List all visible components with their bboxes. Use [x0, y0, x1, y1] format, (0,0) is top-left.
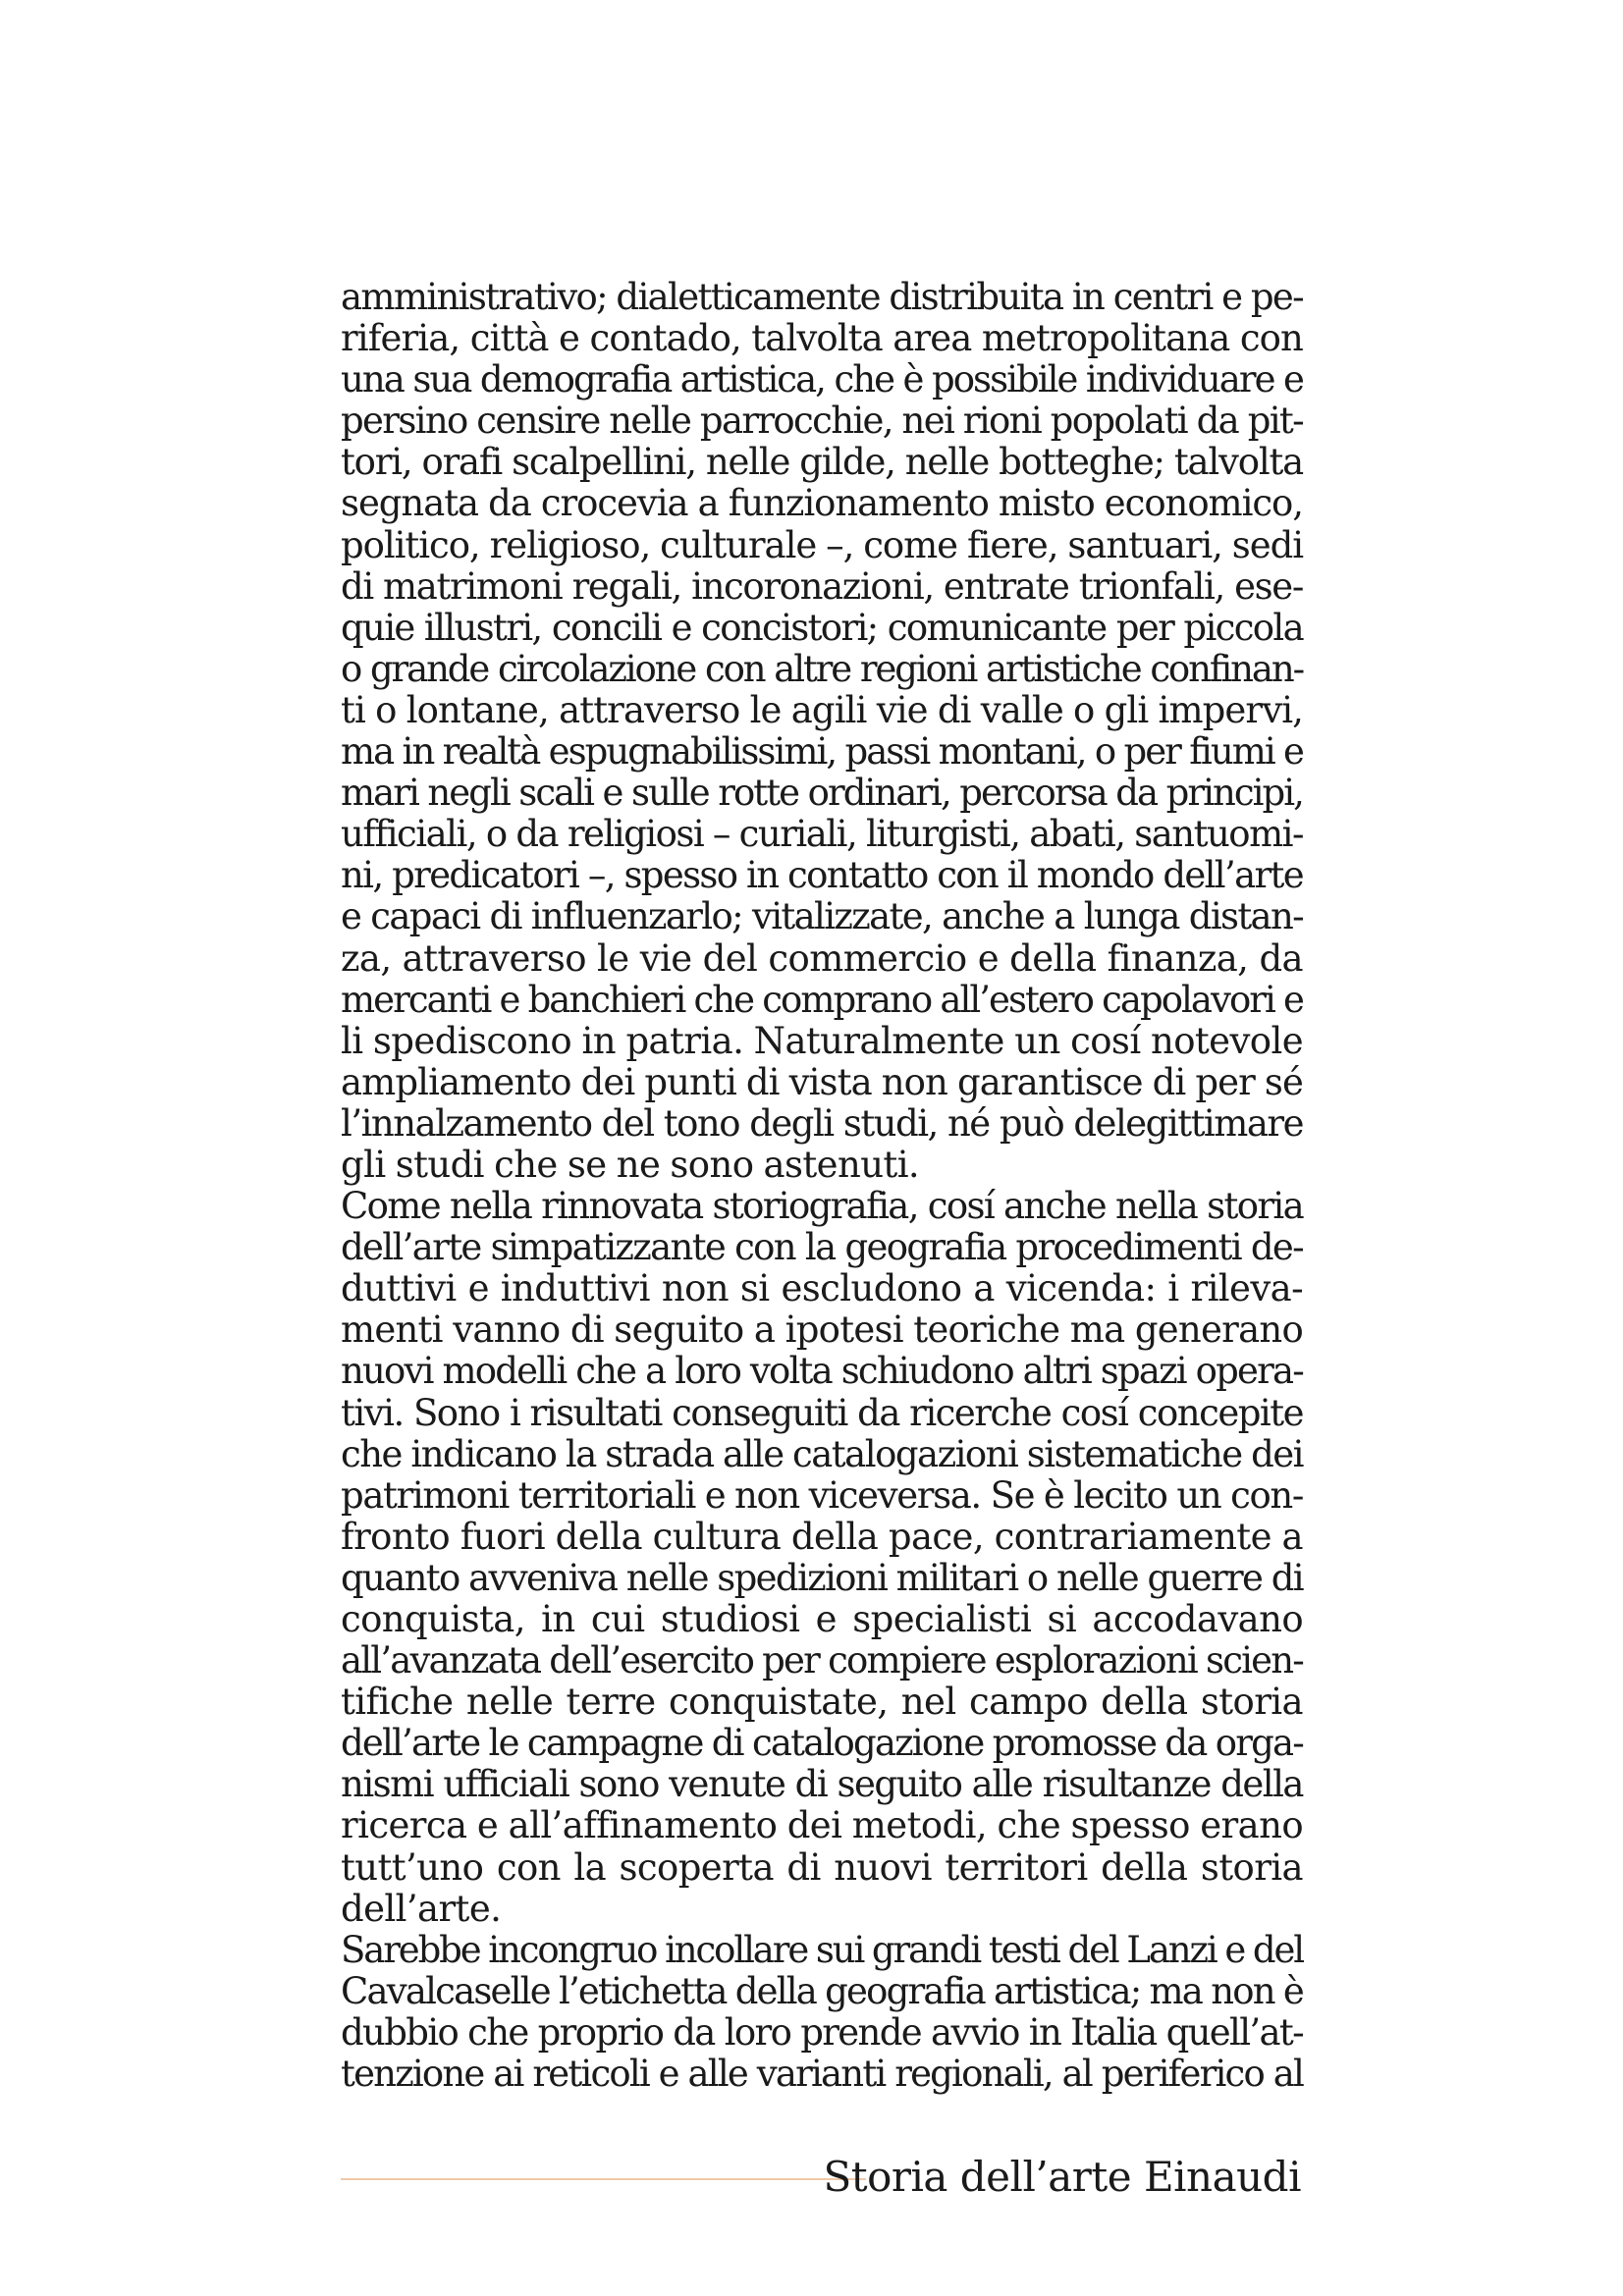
text-line: za, attraverso le vie del commercio e della finanza, da [341, 936, 1303, 980]
text-line: nuovi modelli che a loro volta schiudono altri spazi opera- [341, 1350, 1303, 1393]
text-line: ufficiali, o da religiosi – curiali, liturgisti, abati, santuomi- [341, 813, 1303, 856]
text-line: nismi ufficiali sono venute di seguito alle risultanze della [341, 1763, 1303, 1806]
text-line: quanto avveniva nelle spedizioni militari o nelle guerre di [341, 1556, 1303, 1599]
text-line: all’avanzata dell’esercito per compiere esplorazioni scien- [341, 1639, 1303, 1682]
text-line: tifiche nelle terre conquistate, nel campo della storia [341, 1681, 1303, 1724]
text-line: Cavalcaselle l’etichetta della geografia artistica; ma non è [341, 1969, 1303, 2012]
text-line: ma in realtà espugnabilissimi, passi montani, o per fiumi e [341, 730, 1303, 774]
text-line: duttivi e induttivi non si escludono a vicenda: i rileva- [341, 1267, 1303, 1310]
text-line: di matrimoni regali, incoronazioni, entrate trionfali, ese- [341, 564, 1303, 608]
text-line: Come nella rinnovata storiografia, cosí anche nella storia [341, 1185, 1303, 1228]
text-line: fronto fuori della cultura della pace, contrariamente a [341, 1515, 1303, 1558]
text-line: ampliamento dei punti di vista non garantisce di per sé [341, 1060, 1303, 1103]
text-line: ricerca e all’affinamento dei metodi, che spesso erano [341, 1804, 1303, 1847]
text-line: o grande circolazione con altre regioni artistiche confinan- [341, 647, 1303, 690]
text-line: dell’arte simpatizzante con la geografia procedimenti de- [341, 1226, 1303, 1269]
text-line: ni, predicatori –, spesso in contatto con il mondo dell’arte [341, 854, 1303, 897]
body-text [341, 277, 1303, 2095]
text-line: tutt’uno con la scoperta di nuovi territori della storia [341, 1845, 1303, 1889]
footer-series-title: Storia dell’arte Einaudi [823, 2153, 1301, 2201]
text-line: dell’arte. [341, 1887, 502, 1930]
text-line: conquista, in cui studiosi e specialisti si accodavano [341, 1598, 1303, 1640]
text-line: tivi. Sono i risultati conseguiti da ricerche cosí concepite [341, 1391, 1303, 1434]
text-line: e capaci di influenzarlo; vitalizzate, anche a lunga distan- [341, 895, 1303, 938]
text-line: li spediscono in patria. Naturalmente un cosí notevole [341, 1019, 1303, 1062]
text-line: amministrativo; dialetticamente distribuita in centri e pe- [341, 276, 1303, 318]
text-line: menti vanno di seguito a ipotesi teoriche ma generano [341, 1308, 1303, 1352]
text-line: patrimoni territoriali e non viceversa. Se è lecito un con- [341, 1473, 1303, 1517]
text-line: riferia, città e contado, talvolta area metropolitana con [341, 317, 1303, 360]
text-line: che indicano la strada alle catalogazioni sistematiche dei [341, 1432, 1303, 1475]
text-line: una sua demografia artistica, che è possibile individuare e [341, 358, 1303, 401]
text-line: quie illustri, concili e concistori; comunicante per piccola [341, 606, 1303, 649]
footer-rule [341, 2178, 866, 2180]
text-line: gli studi che se ne sono astenuti. [341, 1143, 920, 1186]
text-line: l’innalzamento del tono degli studi, né può delegittimare [341, 1101, 1303, 1145]
text-line: tenzione ai reticoli e alle varianti regionali, al periferico al [341, 2053, 1303, 2096]
text-line: segnata da crocevia a funzionamento misto economico, [341, 482, 1303, 525]
text-line: ti o lontane, attraverso le agili vie di valle o gli impervi, [341, 688, 1303, 731]
text-line: mari negli scali e sulle rotte ordinari, percorsa da principi, [341, 772, 1303, 815]
text-line: dell’arte le campagne di catalogazione promosse da orga- [341, 1722, 1303, 1765]
text-line: dubbio che proprio da loro prende avvio in Italia quell’at- [341, 2010, 1303, 2054]
text-line: tori, orafi scalpellini, nelle gilde, nelle botteghe; talvolta [341, 441, 1303, 484]
text-line: Sarebbe incongruo incollare sui grandi testi del Lanzi e del [341, 1928, 1303, 1971]
text-line: politico, religioso, culturale –, come fiere, santuari, sedi [341, 523, 1303, 566]
text-line: mercanti e banchieri che comprano all’estero capolavori e [341, 978, 1303, 1021]
text-line: persino censire nelle parrocchie, nei rioni popolati da pit- [341, 400, 1303, 443]
